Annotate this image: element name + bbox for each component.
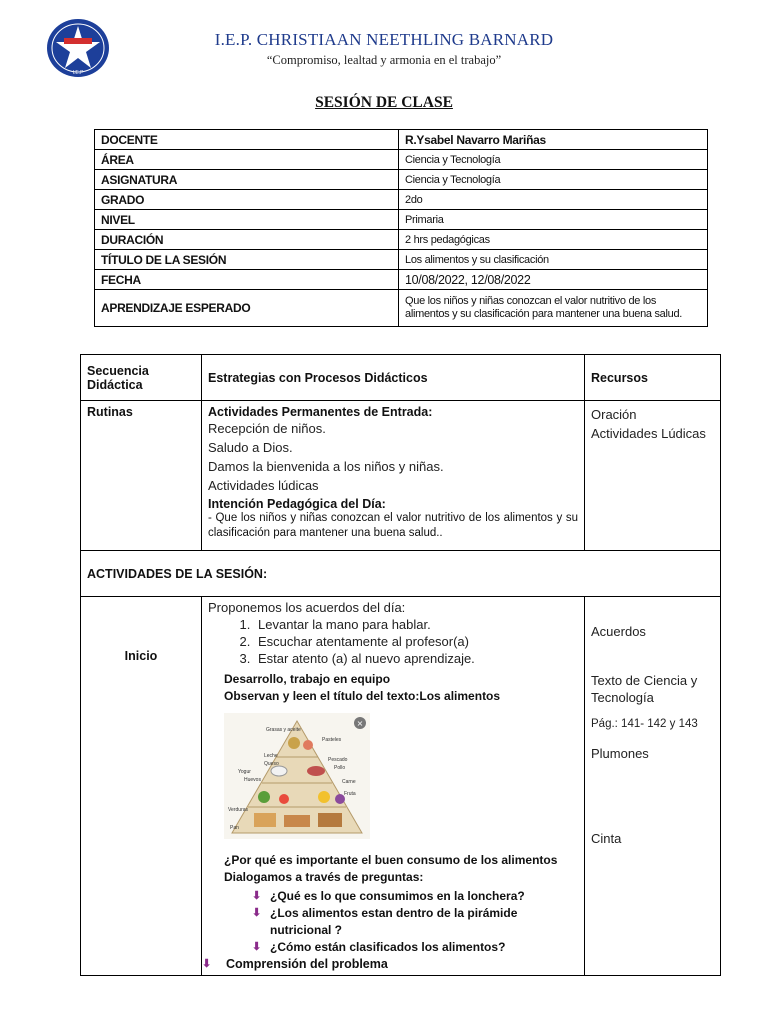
info-label: DURACIÓN	[95, 230, 399, 250]
pyramid-label: Leche	[264, 753, 278, 759]
acuerdos-list	[208, 616, 578, 667]
info-row	[95, 130, 708, 150]
acuerdo-item: 3. Estar atento (a) al nuevo aprendizaje.	[254, 650, 578, 667]
info-row	[95, 210, 708, 230]
info-label: DOCENTE	[95, 130, 399, 150]
info-row	[95, 190, 708, 210]
rutinas-resources	[585, 401, 721, 551]
pyramid-label: Pasteles	[322, 737, 342, 743]
resource-item: Pág.: 141- 142 y 143	[591, 718, 698, 730]
bullet-text: Comprensión del problema	[226, 957, 388, 971]
info-value: 2 hrs pedagógicas	[399, 230, 708, 250]
actividades-title: Actividades Permanentes de Entrada:	[208, 405, 433, 419]
rutinas-row	[81, 401, 721, 551]
info-row	[95, 290, 708, 327]
resource-item: Acuerdos	[591, 624, 646, 639]
inicio-content	[202, 597, 585, 976]
inicio-row	[81, 597, 721, 976]
acuerdo-item: 1. Levantar la mano para hablar.	[254, 616, 578, 633]
school-motto: “Compromiso, lealtad y armonia en el trabajo”	[266, 53, 502, 67]
arrow-down-icon: ⬇	[252, 890, 262, 902]
inicio-label: Inicio	[81, 597, 202, 976]
pyramid-label: Grasas y aceite	[266, 727, 301, 733]
header-recursos: Recursos	[585, 355, 721, 401]
info-value: R.Ysabel Navarro Mariñas	[399, 130, 708, 150]
session-main-table	[80, 354, 721, 976]
rutinas-content	[202, 401, 585, 551]
question-text: ¿Por qué es importante el buen consumo de los alimentos	[224, 853, 558, 867]
info-value: Ciencia y Tecnología	[399, 170, 708, 190]
bullet-text: ¿Qué es lo que consumimos en la lonchera?	[270, 889, 525, 903]
resource-item: Cinta	[591, 831, 622, 846]
info-row	[95, 150, 708, 170]
resource-item: Texto de Ciencia y Tecnología	[591, 673, 698, 705]
school-name: I.E.P. CHRISTIAAN NEETHLING BARNARD	[214, 30, 554, 49]
rutina-item: Recepción de niños.	[208, 421, 326, 436]
observan-text: Observan y leen el título del texto:Los alimentos	[224, 689, 501, 703]
resource-item: Oración	[591, 407, 637, 422]
info-row	[95, 250, 708, 270]
info-value: Que los niños y niñas conozcan el valor nutritivo de los alimentos y su clasificación para mantener una buena salud.	[399, 290, 708, 327]
info-label: ASIGNATURA	[95, 170, 399, 190]
info-value: Primaria	[399, 210, 708, 230]
final-bullet	[202, 956, 578, 973]
rutina-item: Actividades lúdicas	[208, 478, 319, 493]
arrow-down-icon: ⬇	[252, 907, 262, 919]
bullet-text: ¿Cómo están clasificados los alimentos?	[270, 940, 506, 954]
pyramid-label: Huevos	[244, 777, 261, 783]
info-label: TÍTULO DE LA SESIÓN	[95, 250, 399, 270]
acuerdos-intro: Proponemos los acuerdos del día:	[208, 600, 406, 615]
pyramid-label: Verduras	[228, 807, 249, 813]
food-pyramid-image	[224, 713, 370, 839]
info-row	[95, 270, 708, 290]
info-label: FECHA	[95, 270, 399, 290]
info-value: Los alimentos y su clasificación	[399, 250, 708, 270]
header-estrategias: Estrategias con Procesos Didácticos	[202, 355, 585, 401]
rutinas-label: Rutinas	[81, 401, 202, 551]
info-value: 10/08/2022, 12/08/2022	[399, 270, 708, 290]
document-title: SESIÓN DE CLASE	[315, 94, 453, 111]
resource-item: Plumones	[591, 746, 649, 761]
pyramid-label: Carne	[342, 779, 356, 785]
pyramid-label: Pescado	[328, 757, 348, 763]
question-bullet	[252, 939, 578, 956]
info-label: GRADO	[95, 190, 399, 210]
acuerdo-item: 2. Escuchar atentamente al profesor(a)	[254, 633, 578, 650]
session-info-table	[94, 129, 708, 327]
pyramid-label: Queso	[264, 761, 279, 767]
info-label: APRENDIZAJE ESPERADO	[95, 290, 399, 327]
info-value: Ciencia y Tecnología	[399, 150, 708, 170]
question-bullet	[252, 888, 578, 905]
resource-item: Actividades Lúdicas	[591, 426, 706, 441]
pyramid-label: Yogur	[238, 769, 251, 775]
info-label: NIVEL	[95, 210, 399, 230]
desarrollo-text: Desarrollo, trabajo en equipo	[224, 672, 391, 686]
arrow-down-icon: ⬇	[252, 941, 262, 953]
arrow-down-icon: ⬇	[202, 958, 212, 970]
rutina-item: Damos la bienvenida a los niños y niñas.	[208, 459, 444, 474]
pyramid-label: Fruta	[344, 791, 356, 797]
dialog-text: Dialogamos a través de preguntas:	[224, 870, 424, 884]
bullet-text: ¿Los alimentos estan dentro de la pirámide nutricional ?	[270, 906, 518, 937]
info-value: 2do	[399, 190, 708, 210]
info-row	[95, 230, 708, 250]
section-title: ACTIVIDADES DE LA SESIÓN:	[81, 551, 721, 597]
pyramid-label: Pollo	[334, 765, 346, 771]
intencion-title: Intención Pedagógica del Día:	[208, 497, 386, 511]
logo-text: I.E.P	[72, 70, 84, 76]
info-row	[95, 170, 708, 190]
table-header-row	[81, 355, 721, 401]
header-secuencia: Secuencia Didáctica	[81, 355, 202, 401]
intencion-text: - Que los niños y niñas conozcan el valor nutritivo de los alimentos y su clasificación para mantener una buena salud..	[208, 512, 578, 539]
section-row	[81, 551, 721, 597]
pyramid-label: Pan	[230, 825, 239, 831]
svg-text:×: ×	[356, 719, 364, 728]
inicio-resources	[585, 597, 721, 976]
rutina-item: Saludo a Dios.	[208, 440, 293, 455]
question-bullet	[252, 905, 578, 939]
info-label: ÁREA	[95, 150, 399, 170]
